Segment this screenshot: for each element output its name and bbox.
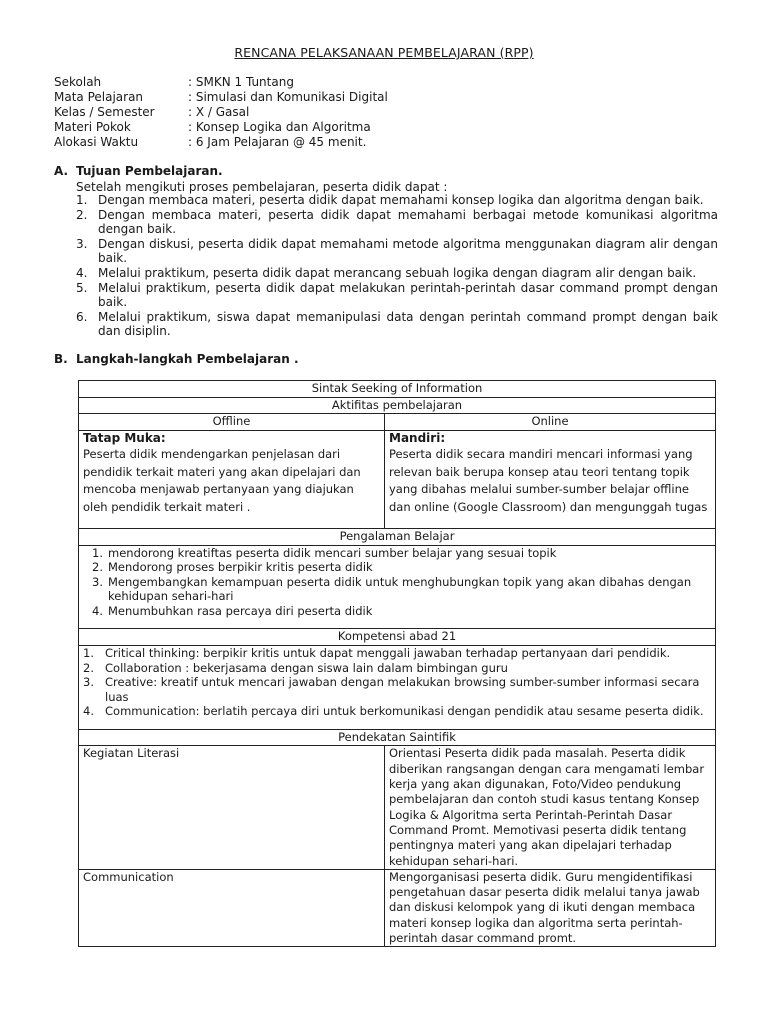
table-row xyxy=(79,529,716,546)
item-number: 3. xyxy=(76,236,88,251)
list-item xyxy=(83,604,711,619)
list-item xyxy=(76,208,718,237)
item-text: Dengan membaca materi, peserta didik dapat memahami konsep logika dan algoritma dengan baik. xyxy=(98,193,704,207)
info-label: Sekolah xyxy=(54,75,102,89)
mandiri-text: Peserta didik secara mandiri mencari informasi yang relevan baik berupa konsep atau teori tentang topik yang dibahas melalui sumber-sumber belajar offline dan online (Google Classroom) dan mengunggah tugas xyxy=(389,447,708,514)
item-text: Dengan membaca materi, peserta didik dapat memahami berbagai metode komunikasi algoritma dengan baik. xyxy=(98,207,718,237)
table-row xyxy=(79,746,716,869)
info-value: : SMKN 1 Tuntang xyxy=(188,75,294,89)
tatap-muka-text: Peserta didik mendengarkan penjelasan dari pendidik terkait materi yang akan dipelajari dan mencoba menjawab pertanyaan yang diajukan oleh pendidik terkait materi . xyxy=(83,447,361,514)
row-text-cell: Mengorganisasi peserta didik. Guru mengidentifikasi pengetahuan dasar peserta didik melalui tanya jawab dan diskusi kelompok yang di ikuti dengan membaca materi konsep logika dan algoritma serta perintah-perintah dasar command promt. xyxy=(385,869,716,946)
list-item xyxy=(76,281,718,310)
item-number: 2. xyxy=(76,207,88,222)
section-b-letter: B. xyxy=(54,352,68,366)
info-label: Mata Pelajaran xyxy=(54,90,144,104)
info-row-sekolah xyxy=(54,75,388,90)
info-label: Kelas / Semester xyxy=(54,105,155,119)
table-row xyxy=(79,729,716,746)
pengalaman-header: Pengalaman Belajar xyxy=(79,529,716,546)
item-number: 3. xyxy=(83,675,94,690)
item-text: Mendorong proses berpikir kritis peserta didik xyxy=(108,560,373,575)
item-number: 1. xyxy=(92,545,103,560)
table-row xyxy=(79,545,716,629)
row-text-cell: Orientasi Peserta didik pada masalah. Peserta didik diberikan rangsangan dengan cara mengamati lembar kerja yang akan digunakan, Foto/Video pendukung pembelajaran dan contoh studi kasus tentang Konsep Logika & Algoritma serta Perintah-Perintah Dasar Command Promt. Memotivasi peserta didik tentang pentingnya materi yang akan dipelajari terhadap kehidupan sehari-hari. xyxy=(385,746,716,869)
item-number: 1. xyxy=(76,193,88,207)
info-value: : 6 Jam Pelajaran @ 45 menit. xyxy=(188,135,367,149)
online-header: Online xyxy=(385,414,716,431)
item-text: Collaboration : bekerjasama dengan siswa lain dalam bimbingan guru xyxy=(105,660,508,675)
list-item xyxy=(76,310,718,339)
list-item xyxy=(76,193,718,208)
row-label-cell: Kegiatan Literasi xyxy=(79,746,385,869)
item-number: 4. xyxy=(76,265,88,280)
item-text: Melalui praktikum, siswa dapat memanipulasi data dengan perintah command prompt dengan baik dan disiplin. xyxy=(98,309,718,339)
item-number: 2. xyxy=(83,660,94,675)
section-a-intro: Setelah mengikuti proses pembelajaran, peserta didik dapat : xyxy=(76,180,448,194)
item-text: Melalui praktikum, peserta didik dapat merancang sebuah logika dengan diagram alir dengan baik. xyxy=(98,265,697,280)
aktifitas-header: Aktifitas pembelajaran xyxy=(79,397,716,414)
item-text: Communication: berlatih percaya diri untuk berkomunikasi dengan pendidik atau sesame peserta didik. xyxy=(105,704,704,719)
row-label-cell: Communication xyxy=(79,869,385,946)
table-row xyxy=(79,645,716,729)
info-value: : Konsep Logika dan Algoritma xyxy=(188,120,371,134)
table-row xyxy=(79,430,716,529)
item-text: Critical thinking: berpikir kritis untuk dapat menggali jawaban terhadap pertanyaan dari pendidik. xyxy=(105,645,671,660)
item-text: mendorong kreatiftas peserta didik mencari sumber belajar yang sesuai topik xyxy=(108,545,557,560)
list-item xyxy=(83,661,711,676)
item-text: Melalui praktikum, peserta didik dapat melakukan perintah-perintah dasar command prompt dengan baik. xyxy=(98,280,718,310)
item-number: 2. xyxy=(92,560,103,575)
objectives-list xyxy=(76,193,718,339)
item-number: 1. xyxy=(83,645,94,660)
info-label: Alokasi Waktu xyxy=(54,135,139,149)
item-text: Mengembangkan kemampuan peserta didik untuk menghubungkan topik yang akan dibahas dengan kehidupan sehari-hari xyxy=(108,574,692,604)
info-row-mata-pelajaran xyxy=(54,90,388,105)
info-row-kelas-semester xyxy=(54,105,388,120)
offline-header: Offline xyxy=(79,414,385,431)
list-item xyxy=(83,675,711,704)
learning-steps-table xyxy=(78,380,716,947)
item-number: 6. xyxy=(76,309,88,324)
list-item xyxy=(76,237,718,266)
identity-block xyxy=(54,75,388,150)
section-b-title: Langkah-langkah Pembelajaran . xyxy=(76,352,299,366)
info-value: : Simulasi dan Komunikasi Digital xyxy=(188,90,388,104)
table-row xyxy=(79,397,716,414)
list-item xyxy=(83,704,711,719)
item-text: Creative: kreatif untuk mencari jawaban dengan melakukan browsing sumber-sumber informasi secara luas xyxy=(105,675,700,704)
pengalaman-cell xyxy=(79,545,716,629)
mandiri-cell xyxy=(385,430,716,529)
info-row-materi-pokok xyxy=(54,120,388,135)
list-item xyxy=(83,546,711,561)
kompetensi-cell xyxy=(79,645,716,729)
info-label: Materi Pokok xyxy=(54,120,131,134)
section-b-heading xyxy=(54,352,299,366)
table-row xyxy=(79,869,716,946)
list-item xyxy=(83,560,711,575)
info-value: : X / Gasal xyxy=(188,105,250,119)
document-title: RENCANA PELAKSANAAN PEMBELAJARAN (RPP) xyxy=(234,45,534,60)
pengalaman-list xyxy=(83,546,711,619)
item-number: 4. xyxy=(83,704,94,719)
sintak-header: Sintak Seeking of Information xyxy=(79,381,716,398)
list-item xyxy=(83,646,711,661)
pendekatan-header: Pendekatan Saintifik xyxy=(79,729,716,746)
item-text: Dengan diskusi, peserta didik dapat memahami metode algoritma menggunakan diagram alir dengan baik. xyxy=(98,236,718,266)
item-number: 5. xyxy=(76,280,88,295)
list-item xyxy=(83,575,711,604)
tatap-muka-title: Tatap Muka: xyxy=(83,430,166,445)
item-number: 3. xyxy=(92,574,103,589)
section-a-heading xyxy=(54,164,223,178)
tatap-muka-cell xyxy=(79,430,385,529)
mandiri-title: Mandiri: xyxy=(389,430,446,445)
table-row xyxy=(79,629,716,646)
table-row xyxy=(79,381,716,398)
kompetensi-header: Kompetensi abad 21 xyxy=(79,629,716,646)
item-text: Menumbuhkan rasa percaya diri peserta didik xyxy=(108,603,373,618)
item-number: 4. xyxy=(92,603,103,618)
info-row-alokasi-waktu xyxy=(54,135,388,150)
list-item xyxy=(76,266,718,281)
table-row xyxy=(79,414,716,431)
kompetensi-list xyxy=(83,646,711,719)
section-a-letter: A. xyxy=(54,164,69,178)
section-a-title: Tujuan Pembelajaran. xyxy=(76,164,223,178)
